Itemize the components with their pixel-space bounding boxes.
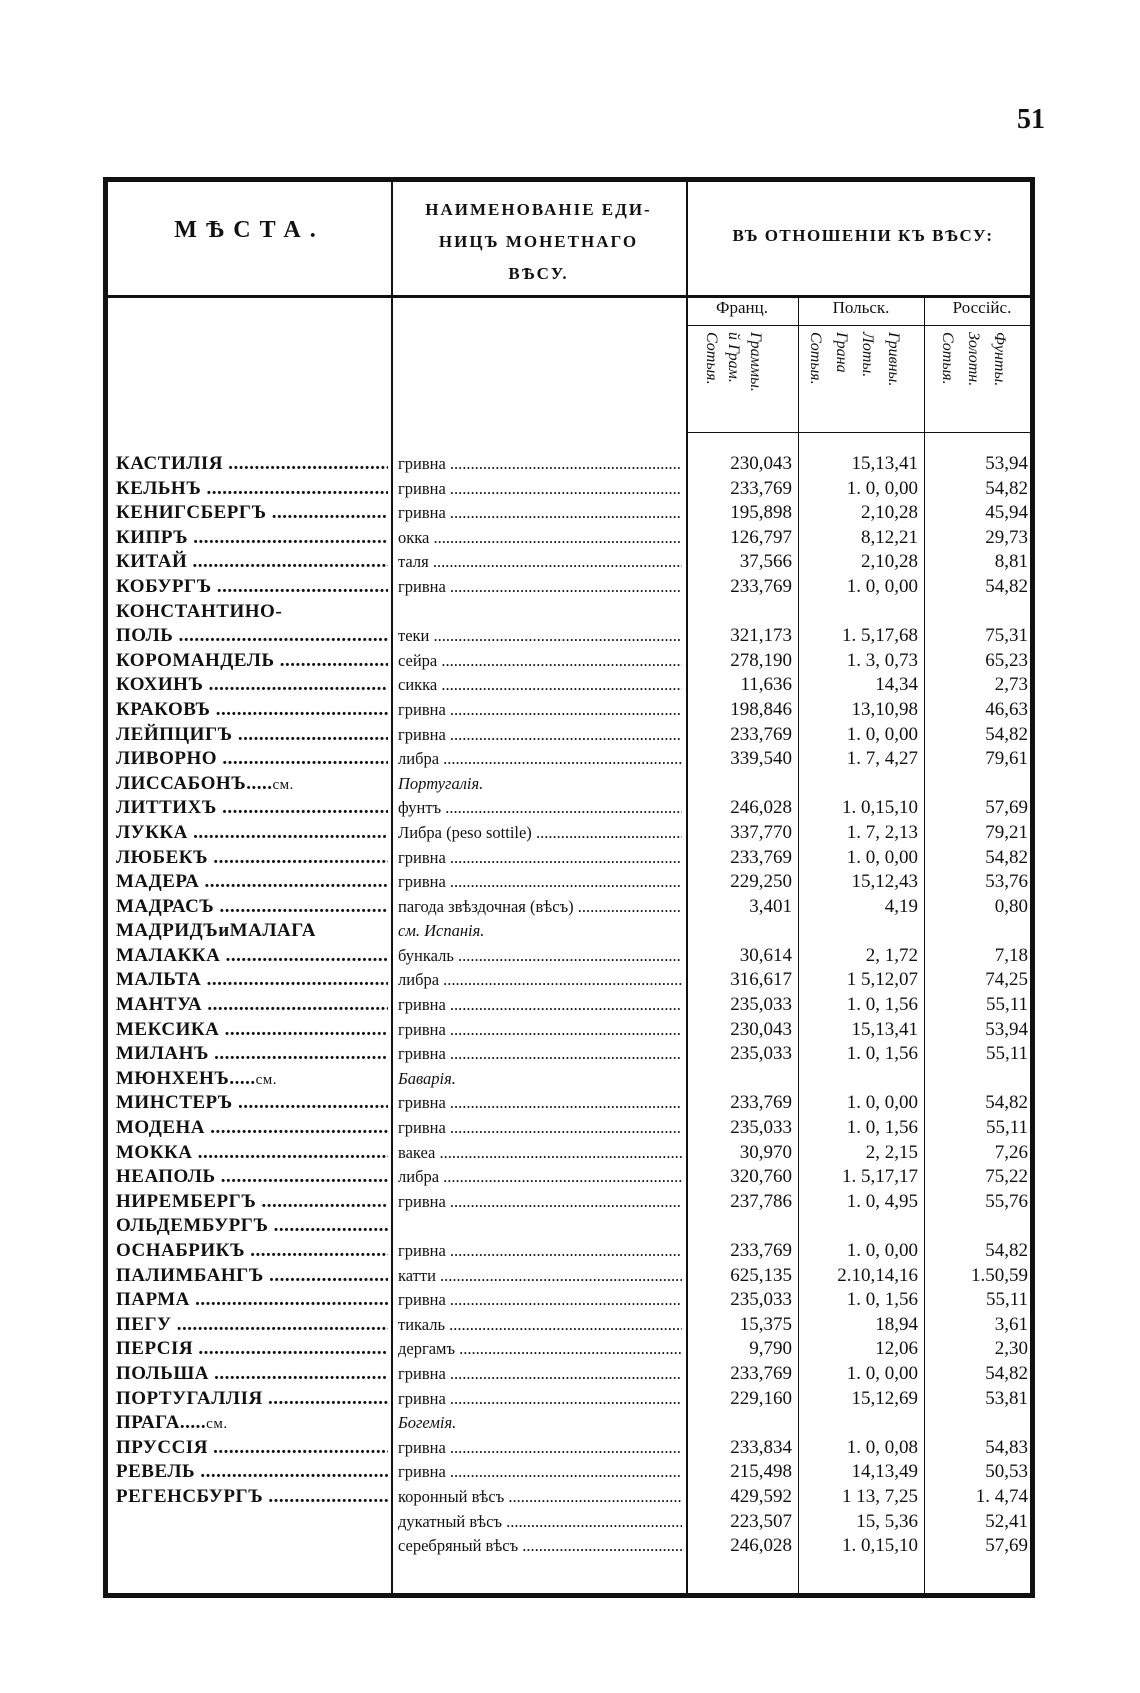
value-french-grams: 233,769: [730, 723, 792, 745]
value-russian: 54,82: [985, 477, 1028, 499]
value-polish: 1. 0,15,10: [842, 797, 918, 819]
see-reference: см.: [255, 1071, 277, 1088]
value-french-grams: 215,498: [730, 1461, 792, 1483]
table-row: [108, 698, 1030, 723]
value-russian: 54,82: [985, 1092, 1028, 1114]
value-french-grams: 229,160: [730, 1387, 792, 1409]
unit-name: гривна .....: [398, 575, 682, 600]
header-unit: [391, 194, 686, 290]
unit-name: гривна .....: [398, 1387, 682, 1412]
value-polish: 1. 0, 1,56: [846, 1117, 918, 1139]
value-polish: 1. 0, 0,00: [846, 1092, 918, 1114]
header-places: МѢСТА.: [174, 217, 325, 243]
table-row: [108, 796, 1030, 821]
place-name: ПРАГА.....см.: [116, 1412, 228, 1434]
value-polish: 1. 5,17,68: [842, 625, 918, 647]
table-row: [108, 1362, 1030, 1387]
value-russian: 55,11: [985, 1117, 1028, 1139]
value-french-grams: 230,043: [730, 1018, 792, 1040]
value-russian: 50,53: [985, 1461, 1028, 1483]
value-french-grams: 278,190: [730, 649, 792, 671]
value-french-grams: 11,636: [740, 674, 792, 696]
value-polish: 1. 0, 0,00: [846, 575, 918, 597]
value-polish: 2, 2,15: [865, 1141, 918, 1163]
table-row: [108, 600, 1030, 625]
place-name: МОДЕНА .....: [116, 1116, 388, 1141]
unit-name: сикка .....: [398, 673, 682, 698]
table-row: [108, 1264, 1030, 1289]
place-name: КОБУРГЪ .....: [116, 575, 388, 600]
table-row: [108, 723, 1030, 748]
place-name: ПОЛЬ .....: [116, 624, 388, 649]
value-russian: 8,81: [994, 551, 1028, 573]
unit-name: гривна .....: [398, 1190, 682, 1215]
value-polish: 1 13, 7,25: [842, 1485, 918, 1507]
unit-name: гривна .....: [398, 993, 682, 1018]
table-row: [108, 1387, 1030, 1412]
table-row: [108, 919, 1030, 944]
value-russian: 55,11: [985, 1043, 1028, 1065]
value-french-grams: 246,028: [730, 797, 792, 819]
value-polish: 1. 0, 0,00: [846, 723, 918, 745]
value-russian: 54,82: [985, 1362, 1028, 1384]
value-russian: 45,94: [985, 502, 1028, 524]
header-relation: ВЪ ОТНОШЕНІИ КЪ ВѢСУ:: [732, 226, 994, 245]
value-polish: 1 5,12,07: [846, 969, 918, 991]
unit-name: сейра .....: [398, 649, 682, 674]
value-polish: 15,12,69: [851, 1387, 918, 1409]
unit-name: серебряный вѣсъ .....: [398, 1534, 682, 1559]
table-row: [108, 1485, 1030, 1510]
subheader-polish: Польск.: [832, 298, 890, 317]
table-row: [108, 993, 1030, 1018]
value-french-grams: 337,770: [730, 821, 792, 843]
place-name: МАНТУА .....: [116, 993, 388, 1018]
value-russian: 53,94: [985, 453, 1028, 474]
value-russian: 54,82: [985, 846, 1028, 868]
place-name: МАДЕРА .....: [116, 870, 388, 895]
value-polish: 2,10,28: [861, 551, 918, 573]
value-russian: 54,83: [985, 1436, 1028, 1458]
place-name: ПОЛЬША .....: [116, 1362, 388, 1387]
value-russian: 75,22: [985, 1166, 1028, 1188]
value-french-grams: 235,033: [730, 1117, 792, 1139]
value-french-grams: 30,614: [739, 944, 792, 966]
column-label-rule: [686, 432, 1030, 433]
place-name: НЕАПОЛЬ .....: [116, 1165, 388, 1190]
place-name: МОККА .....: [116, 1141, 388, 1166]
place-name: КЕЛЬНЪ .....: [116, 477, 388, 502]
unit-name: катти .....: [398, 1264, 682, 1289]
see-reference: см.: [206, 1416, 228, 1433]
value-polish: 14,13,49: [851, 1461, 918, 1483]
value-russian: 1. 4,74: [975, 1485, 1028, 1507]
value-french-grams: 15,375: [739, 1313, 792, 1335]
table-row: [108, 747, 1030, 772]
value-russian: 7,18: [994, 944, 1028, 966]
unit-name: см. Испанія.: [398, 921, 485, 941]
value-russian: 46,63: [985, 698, 1028, 720]
value-polish: 15,13,41: [851, 453, 918, 474]
header-unit-line: НИЦЪ МОНЕТНАГО: [438, 232, 639, 251]
unit-name: Либра (peso sottile) .....: [398, 821, 682, 846]
unit-name: гривна .....: [398, 1460, 682, 1485]
unit-name: коронный вѣсъ .....: [398, 1485, 682, 1510]
value-russian: 2,73: [994, 674, 1028, 696]
unit-name: Баварія.: [398, 1068, 456, 1088]
value-french-grams: 126,797: [730, 526, 792, 548]
value-french-grams: 235,033: [730, 1289, 792, 1311]
table-row: [108, 1313, 1030, 1338]
value-french-grams: 30,970: [739, 1141, 792, 1163]
col-label: Граммы.: [747, 332, 764, 392]
place-name: МИНСТЕРЪ .....: [116, 1091, 388, 1116]
place-name: КОРОМАНДЕЛЬ .....: [116, 649, 388, 674]
value-polish: 1. 0, 0,00: [846, 846, 918, 868]
value-polish: 1. 7, 2,13: [846, 821, 918, 843]
see-reference: см.: [272, 776, 294, 793]
value-russian: 74,25: [985, 969, 1028, 991]
unit-name: гривна .....: [398, 723, 682, 748]
unit-name: гривна .....: [398, 1239, 682, 1264]
col-label: Сотыя.: [807, 332, 824, 385]
value-polish: 14,34: [875, 674, 918, 696]
table-row: [108, 1411, 1030, 1436]
measures-table: [103, 177, 1035, 1598]
value-polish: 4,19: [884, 895, 918, 917]
value-french-grams: 233,769: [730, 1092, 792, 1114]
unit-name: дергамъ .....: [398, 1337, 682, 1362]
table-row: [108, 1214, 1030, 1239]
table-row: [108, 1165, 1030, 1190]
value-polish: 1. 0, 0,00: [846, 1240, 918, 1261]
value-russian: 53,94: [985, 1018, 1028, 1040]
value-french-grams: 625,135: [730, 1264, 792, 1286]
value-french-grams: 320,760: [730, 1166, 792, 1188]
value-russian: 55,11: [985, 994, 1028, 1016]
unit-name: гривна .....: [398, 1042, 682, 1067]
table-row: [108, 1042, 1030, 1067]
unit-name: гривна .....: [398, 1091, 682, 1116]
value-polish: 8,12,21: [861, 526, 918, 548]
value-french-grams: 233,834: [730, 1436, 792, 1458]
unit-name: дукатный вѣсъ .....: [398, 1510, 682, 1535]
place-name: ПАРМА .....: [116, 1288, 388, 1313]
unit-name: пагода звѣздочная (вѣсъ) .....: [398, 895, 682, 920]
place-name: ПАЛИМБАНГЪ .....: [116, 1264, 388, 1289]
unit-name: тикаль .....: [398, 1313, 682, 1338]
place-name: МАЛАККА .....: [116, 944, 388, 969]
table-row: [108, 452, 1030, 477]
table-row: [108, 1116, 1030, 1141]
value-russian: 7,26: [994, 1141, 1028, 1163]
table-row: [108, 477, 1030, 502]
place-name: ЛИССАБОНЪ.....см.: [116, 772, 294, 794]
value-french-grams: 233,769: [730, 477, 792, 499]
table-row: [108, 1190, 1030, 1215]
table-row: [108, 624, 1030, 649]
place-name: КОХИНЪ .....: [116, 673, 388, 698]
col-label: Грана: [833, 332, 850, 373]
value-polish: 1. 0, 0,00: [846, 477, 918, 499]
table-row: [108, 1534, 1030, 1559]
place-name: МАДРИДЪиМАЛАГА: [116, 920, 316, 942]
value-polish: 18,94: [875, 1313, 918, 1335]
value-russian: 53,81: [985, 1387, 1028, 1409]
unit-name: гривна .....: [398, 846, 682, 871]
place-name: МАЛЬТА .....: [116, 968, 388, 993]
place-name: ОЛЬДЕМБУРГЪ .....: [116, 1214, 388, 1239]
place-name: ПРУССІЯ .....: [116, 1436, 388, 1461]
value-french-grams: 9,790: [749, 1338, 792, 1360]
table-row: [108, 772, 1030, 797]
value-french-grams: 233,769: [730, 575, 792, 597]
subheader-russian: Россійс.: [952, 298, 1012, 317]
table-row: [108, 821, 1030, 846]
table-row: [108, 895, 1030, 920]
col-label: й Грам.: [725, 332, 742, 383]
value-polish: 1. 0, 0,00: [846, 1362, 918, 1384]
place-name: ПЕГУ .....: [116, 1313, 388, 1338]
value-russian: 54,82: [985, 723, 1028, 745]
unit-name: либра .....: [398, 1165, 682, 1190]
unit-name: таля .....: [398, 550, 682, 575]
col-label: Лоты.: [859, 332, 876, 378]
value-french-grams: 198,846: [730, 698, 792, 720]
value-french-grams: 316,617: [730, 969, 792, 991]
place-name: ЛЮБЕКЪ .....: [116, 846, 388, 871]
col-label: Золотн.: [965, 332, 982, 387]
table-row: [108, 870, 1030, 895]
value-french-grams: 235,033: [730, 994, 792, 1016]
place-name: ЛИТТИХЪ .....: [116, 796, 388, 821]
unit-name: гривна .....: [398, 1362, 682, 1387]
unit-name: либра .....: [398, 968, 682, 993]
unit-name: гривна .....: [398, 698, 682, 723]
col-label: Сотыя.: [703, 332, 720, 385]
value-french-grams: 233,769: [730, 846, 792, 868]
unit-name: окка .....: [398, 526, 682, 551]
value-russian: 52,41: [985, 1510, 1028, 1532]
table-row: [108, 501, 1030, 526]
table-row: [108, 1091, 1030, 1116]
value-french-grams: 429,592: [730, 1485, 792, 1507]
value-russian: 55,76: [985, 1190, 1028, 1212]
value-french-grams: 237,786: [730, 1190, 792, 1212]
value-russian: 75,31: [985, 625, 1028, 647]
value-russian: 29,73: [985, 526, 1028, 548]
table-row: [108, 1067, 1030, 1092]
value-french-grams: 321,173: [730, 625, 792, 647]
value-russian: 0,80: [994, 895, 1028, 917]
place-name: ЛУККА .....: [116, 821, 388, 846]
col-label: Сотыя.: [939, 332, 956, 385]
table-row: [108, 1288, 1030, 1313]
place-name: МАДРАСЪ .....: [116, 895, 388, 920]
table-body: [108, 452, 1030, 1559]
table-row: [108, 968, 1030, 993]
value-french-grams: 3,401: [749, 895, 792, 917]
value-russian: 53,76: [985, 871, 1028, 893]
place-name: ОСНАБРИКЪ .....: [116, 1239, 388, 1264]
value-polish: 12,06: [875, 1338, 918, 1360]
unit-name: гривна .....: [398, 1288, 682, 1313]
value-polish: 1. 0, 1,56: [846, 1289, 918, 1311]
value-russian: 57,69: [985, 797, 1028, 819]
value-french-grams: 230,043: [730, 453, 792, 474]
value-russian: 55,11: [985, 1289, 1028, 1311]
value-french-grams: 233,769: [730, 1362, 792, 1384]
place-name: КИТАЙ .....: [116, 550, 388, 575]
value-polish: 13,10,98: [851, 698, 918, 720]
value-polish: 1. 0, 1,56: [846, 994, 918, 1016]
unit-name: вакеа .....: [398, 1141, 682, 1166]
unit-name: либра .....: [398, 747, 682, 772]
page-number: 51: [1017, 104, 1045, 135]
value-polish: 1. 0, 1,56: [846, 1043, 918, 1065]
value-french-grams: 223,507: [730, 1510, 792, 1532]
unit-name: гривна .....: [398, 501, 682, 526]
value-polish: 1. 0, 4,95: [846, 1190, 918, 1212]
col-label: Гривны.: [885, 332, 902, 387]
value-russian: 2,30: [994, 1338, 1028, 1360]
table-row: [108, 1436, 1030, 1461]
col-label: Фунты.: [991, 332, 1008, 387]
value-russian: 65,23: [985, 649, 1028, 671]
place-name: ПЕРСІЯ .....: [116, 1337, 388, 1362]
place-name: ЛИВОРНО .....: [116, 747, 388, 772]
table-row: [108, 550, 1030, 575]
unit-name: гривна .....: [398, 870, 682, 895]
place-name: РЕГЕНСБУРГЪ .....: [116, 1485, 388, 1510]
header-unit-line: ВѢСУ.: [508, 264, 569, 283]
place-name: МЮНХЕНЪ.....см.: [116, 1067, 277, 1089]
value-russian: 57,69: [985, 1535, 1028, 1557]
value-polish: 15,13,41: [851, 1018, 918, 1040]
table-row: [108, 1460, 1030, 1485]
value-french-grams: 233,769: [730, 1240, 792, 1261]
table-row: [108, 575, 1030, 600]
place-name: МИЛАНЪ .....: [116, 1042, 388, 1067]
value-french-grams: 229,250: [730, 871, 792, 893]
place-name: НИРЕМБЕРГЪ .....: [116, 1190, 388, 1215]
place-name: КРАКОВЪ .....: [116, 698, 388, 723]
table-row: [108, 1018, 1030, 1043]
table-row: [108, 673, 1030, 698]
unit-name: Богемія.: [398, 1413, 457, 1433]
place-name: КОНСТАНТИНО-: [116, 600, 283, 622]
table-row: [108, 1337, 1030, 1362]
value-french-grams: 195,898: [730, 502, 792, 524]
header-unit-line: НАИМЕНОВАНІЕ ЕДИ-: [425, 200, 652, 219]
value-polish: 1. 7, 4,27: [846, 748, 918, 770]
value-polish: 1. 0, 0,08: [846, 1436, 918, 1458]
unit-name: теки .....: [398, 624, 682, 649]
place-name: КЕНИГСБЕРГЪ .....: [116, 501, 388, 526]
value-polish: 1. 3, 0,73: [846, 649, 918, 671]
place-name: ЛЕЙПЦИГЪ .....: [116, 723, 388, 748]
value-polish: 15,12,43: [851, 871, 918, 893]
value-polish: 2.10,14,16: [837, 1264, 918, 1286]
value-french-grams: 235,033: [730, 1043, 792, 1065]
value-polish: 15, 5,36: [856, 1510, 918, 1532]
place-name: КИПРЪ .....: [116, 526, 388, 551]
table-row: [108, 1510, 1030, 1535]
value-polish: 1. 5,17,17: [842, 1166, 918, 1188]
unit-name: Португалія.: [398, 773, 484, 793]
table-row: [108, 944, 1030, 969]
unit-name: бункаль .....: [398, 944, 682, 969]
place-name: МЕКСИКА .....: [116, 1018, 388, 1043]
unit-name: фунтъ .....: [398, 796, 682, 821]
table-row: [108, 1239, 1030, 1264]
value-russian: 54,82: [985, 1240, 1028, 1261]
place-name: ПОРТУГАЛЛІЯ .....: [116, 1387, 388, 1412]
value-polish: 2,10,28: [861, 502, 918, 524]
unit-name: гривна .....: [398, 477, 682, 502]
value-russian: 79,61: [985, 748, 1028, 770]
value-french-grams: 246,028: [730, 1535, 792, 1557]
unit-name: гривна .....: [398, 1018, 682, 1043]
unit-name: гривна .....: [398, 1116, 682, 1141]
value-russian: 1.50,59: [971, 1264, 1028, 1286]
table-row: [108, 1141, 1030, 1166]
value-russian: 54,82: [985, 575, 1028, 597]
unit-name: гривна .....: [398, 452, 682, 477]
table-row: [108, 846, 1030, 871]
value-polish: 2, 1,72: [865, 944, 918, 966]
value-french-grams: 339,540: [730, 748, 792, 770]
unit-name: гривна .....: [398, 1436, 682, 1461]
value-russian: 79,21: [985, 821, 1028, 843]
value-polish: 1. 0,15,10: [842, 1535, 918, 1557]
subheader-rule: [686, 325, 1030, 326]
place-name: РЕВЕЛЬ .....: [116, 1460, 388, 1485]
subheader-french: Франц.: [716, 298, 768, 317]
table-row: [108, 649, 1030, 674]
value-russian: 3,61: [994, 1313, 1028, 1335]
place-name: КАСТИЛІЯ .....: [116, 452, 388, 477]
table-row: [108, 526, 1030, 551]
value-french-grams: 37,566: [739, 551, 792, 573]
